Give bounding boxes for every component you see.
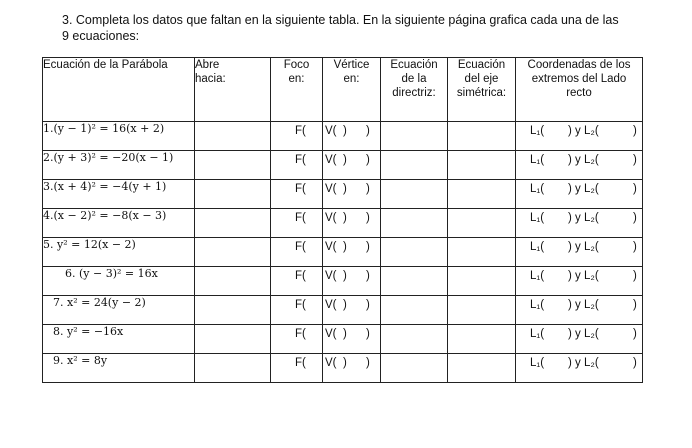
vertice-open: V(: [325, 241, 337, 253]
instructions: 3. Completa los datos que faltan en la siguiente tabla. En la siguiente página grafica cada una de las 9 ecuaciones:: [62, 13, 619, 43]
equation-cell: 9. x² = 8y: [43, 354, 195, 383]
foco-open: F(: [295, 299, 306, 311]
l2-close: ): [633, 357, 637, 369]
header-directriz-line3: directriz:: [392, 87, 436, 99]
header-abre: [195, 58, 271, 122]
l2-close: ): [633, 270, 637, 282]
l2-close: ): [633, 299, 637, 311]
l2-close: ): [633, 125, 637, 137]
header-directriz-line1: Ecuación: [390, 59, 438, 71]
header-vertice-line2: en:: [343, 73, 360, 85]
foco-cell[interactable]: [271, 151, 347, 180]
eje-simetria-cell[interactable]: [448, 296, 516, 325]
l1-close-l2-open: ) y L₂(: [568, 299, 599, 311]
foco-cell[interactable]: [271, 238, 347, 267]
foco-close: ): [343, 270, 347, 282]
vertice-close: ): [366, 328, 370, 340]
directriz-cell[interactable]: [381, 354, 448, 383]
foco-open: F(: [295, 212, 306, 224]
header-directriz-line2: de la: [401, 73, 427, 85]
directriz-cell[interactable]: [381, 325, 448, 354]
l2-close: ): [633, 328, 637, 340]
foco-close: ): [343, 357, 347, 369]
l1-close-l2-open: ) y L₂(: [568, 328, 599, 340]
vertice-open: V(: [325, 328, 337, 340]
l2-close: ): [633, 241, 637, 253]
vertice-close: ): [366, 270, 370, 282]
equation-cell: 6. (y − 3)² = 16x: [43, 267, 195, 296]
directriz-cell[interactable]: [381, 296, 448, 325]
table-row: [43, 122, 643, 151]
foco-open: F(: [295, 357, 306, 369]
l1-open: L₁(: [530, 125, 545, 137]
directriz-cell[interactable]: [381, 209, 448, 238]
table-row: [43, 151, 643, 180]
abre-hacia-cell[interactable]: [195, 180, 271, 209]
header-eje-line1: Ecuación: [457, 59, 506, 71]
vertice-open: V(: [325, 125, 337, 137]
vertice-close: ): [366, 125, 370, 137]
foco-close: ): [343, 125, 347, 137]
eje-simetria-cell[interactable]: [448, 238, 516, 267]
l1-open: L₁(: [530, 154, 545, 166]
vertice-open: V(: [325, 357, 337, 369]
vertice-cell[interactable]: [323, 122, 381, 151]
table-row: [43, 296, 643, 325]
abre-hacia-cell[interactable]: [195, 267, 271, 296]
equation-cell: 2.(y + 3)² = −20(x − 1): [43, 151, 195, 180]
directriz-cell[interactable]: [381, 151, 448, 180]
equation-cell: 4.(x − 2)² = −8(x − 3): [43, 209, 195, 238]
abre-hacia-cell[interactable]: [195, 296, 271, 325]
vertice-cell[interactable]: [323, 354, 381, 383]
table-row: [43, 209, 643, 238]
vertice-cell[interactable]: [323, 151, 381, 180]
eje-simetria-cell[interactable]: [448, 180, 516, 209]
foco-cell[interactable]: [271, 122, 347, 151]
lado-recto-cell[interactable]: [516, 354, 643, 383]
directriz-cell[interactable]: [381, 238, 448, 267]
vertice-open: V(: [325, 299, 337, 311]
header-vertice: [323, 58, 381, 122]
vertice-close: ): [366, 212, 370, 224]
header-ecuacion: [43, 58, 195, 122]
header-foco-line2: en:: [288, 73, 305, 85]
lado-recto-cell[interactable]: [516, 180, 643, 209]
table-row: [43, 354, 643, 383]
vertice-open: V(: [325, 154, 337, 166]
foco-cell[interactable]: [271, 354, 347, 383]
header-lado-line3: recto: [566, 87, 592, 99]
header-eje-line3: simétrica:: [456, 87, 507, 99]
header-foco-line1: Foco: [283, 59, 310, 71]
vertice-open: V(: [325, 212, 337, 224]
abre-hacia-cell[interactable]: [195, 325, 271, 354]
directriz-cell[interactable]: [381, 122, 448, 151]
header-row: [43, 58, 643, 122]
l2-close: ): [633, 154, 637, 166]
vertice-close: ): [366, 299, 370, 311]
l1-open: L₁(: [530, 241, 545, 253]
foco-close: ): [343, 183, 347, 195]
table-row: [43, 180, 643, 209]
lado-recto-cell[interactable]: [516, 151, 643, 180]
foco-open: F(: [295, 241, 306, 253]
foco-cell[interactable]: [271, 209, 347, 238]
foco-close: ): [343, 241, 347, 253]
l1-open: L₁(: [530, 270, 545, 282]
l2-close: ): [633, 183, 637, 195]
abre-hacia-cell[interactable]: [195, 354, 271, 383]
header-directriz: [381, 58, 448, 122]
lado-recto-cell[interactable]: [516, 209, 643, 238]
foco-cell[interactable]: [271, 325, 347, 354]
abre-hacia-cell[interactable]: [195, 122, 271, 151]
l2-close: ): [633, 212, 637, 224]
header-eje: [448, 58, 516, 122]
header-lado-line1: Coordenadas de los: [527, 59, 631, 71]
abre-hacia-cell[interactable]: [195, 238, 271, 267]
l1-open: L₁(: [530, 299, 545, 311]
l1-close-l2-open: ) y L₂(: [568, 183, 599, 195]
table-row: [43, 325, 643, 354]
foco-close: ): [343, 154, 347, 166]
equation-cell: 3.(x + 4)² = −4(y + 1): [43, 180, 195, 209]
foco-close: ): [343, 299, 347, 311]
header-abre-line2: hacia:: [195, 73, 226, 85]
eje-simetria-cell[interactable]: [448, 325, 516, 354]
header-ecuacion-text: Ecuación de la Parábola: [43, 59, 168, 71]
foco-open: F(: [295, 328, 306, 340]
directriz-cell[interactable]: [381, 180, 448, 209]
header-abre-line1: Abre: [195, 59, 220, 71]
l1-open: L₁(: [530, 357, 545, 369]
equation-cell: 7. x² = 24(y − 2): [43, 296, 195, 325]
l1-open: L₁(: [530, 212, 545, 224]
foco-open: F(: [295, 183, 306, 195]
vertice-open: V(: [325, 183, 337, 195]
foco-cell[interactable]: [271, 296, 347, 325]
l1-close-l2-open: ) y L₂(: [568, 154, 599, 166]
vertice-close: ): [366, 357, 370, 369]
eje-simetria-cell[interactable]: [448, 122, 516, 151]
lado-recto-cell[interactable]: [516, 122, 643, 151]
lado-recto-cell[interactable]: [516, 296, 643, 325]
vertice-cell[interactable]: [323, 325, 381, 354]
equation-cell: 1.(y − 1)² = 16(x + 2): [43, 122, 195, 151]
vertice-close: ): [366, 154, 370, 166]
l1-open: L₁(: [530, 328, 545, 340]
table-row: [43, 267, 643, 296]
equation-cell: 8. y² = −16x: [43, 325, 195, 354]
vertice-cell[interactable]: [323, 296, 381, 325]
l1-close-l2-open: ) y L₂(: [568, 241, 599, 253]
foco-close: ): [343, 328, 347, 340]
header-foco: [271, 58, 323, 122]
foco-cell[interactable]: [271, 267, 347, 296]
table-row: [43, 238, 643, 267]
foco-open: F(: [295, 125, 306, 137]
l1-close-l2-open: ) y L₂(: [568, 357, 599, 369]
eje-simetria-cell[interactable]: [448, 267, 516, 296]
l1-close-l2-open: ) y L₂(: [568, 212, 599, 224]
lado-recto-cell[interactable]: [516, 267, 643, 296]
foco-open: F(: [295, 154, 306, 166]
foco-open: F(: [295, 270, 306, 282]
vertice-cell[interactable]: [323, 238, 381, 267]
header-vertice-line1: Vértice: [333, 59, 370, 71]
header-lado-line2: extremos del Lado: [531, 73, 627, 85]
eje-simetria-cell[interactable]: [448, 209, 516, 238]
header-lado-recto: [516, 58, 643, 122]
eje-simetria-cell[interactable]: [448, 354, 516, 383]
vertice-close: ): [366, 183, 370, 195]
lado-recto-cell[interactable]: [516, 238, 643, 267]
vertice-close: ): [366, 241, 370, 253]
abre-hacia-cell[interactable]: [195, 151, 271, 180]
eje-simetria-cell[interactable]: [448, 151, 516, 180]
foco-cell[interactable]: [271, 180, 347, 209]
abre-hacia-cell[interactable]: [195, 209, 271, 238]
header-eje-line2: del eje: [464, 73, 499, 85]
vertice-cell[interactable]: [323, 209, 381, 238]
foco-close: ): [343, 212, 347, 224]
parabola-table: [42, 57, 643, 383]
l1-close-l2-open: ) y L₂(: [568, 125, 599, 137]
vertice-cell[interactable]: [323, 267, 381, 296]
vertice-cell[interactable]: [323, 180, 381, 209]
equation-cell: 5. y² = 12(x − 2): [43, 238, 195, 267]
vertice-open: V(: [325, 270, 337, 282]
l1-close-l2-open: ) y L₂(: [568, 270, 599, 282]
directriz-cell[interactable]: [381, 267, 448, 296]
l1-open: L₁(: [530, 183, 545, 195]
lado-recto-cell[interactable]: [516, 325, 643, 354]
